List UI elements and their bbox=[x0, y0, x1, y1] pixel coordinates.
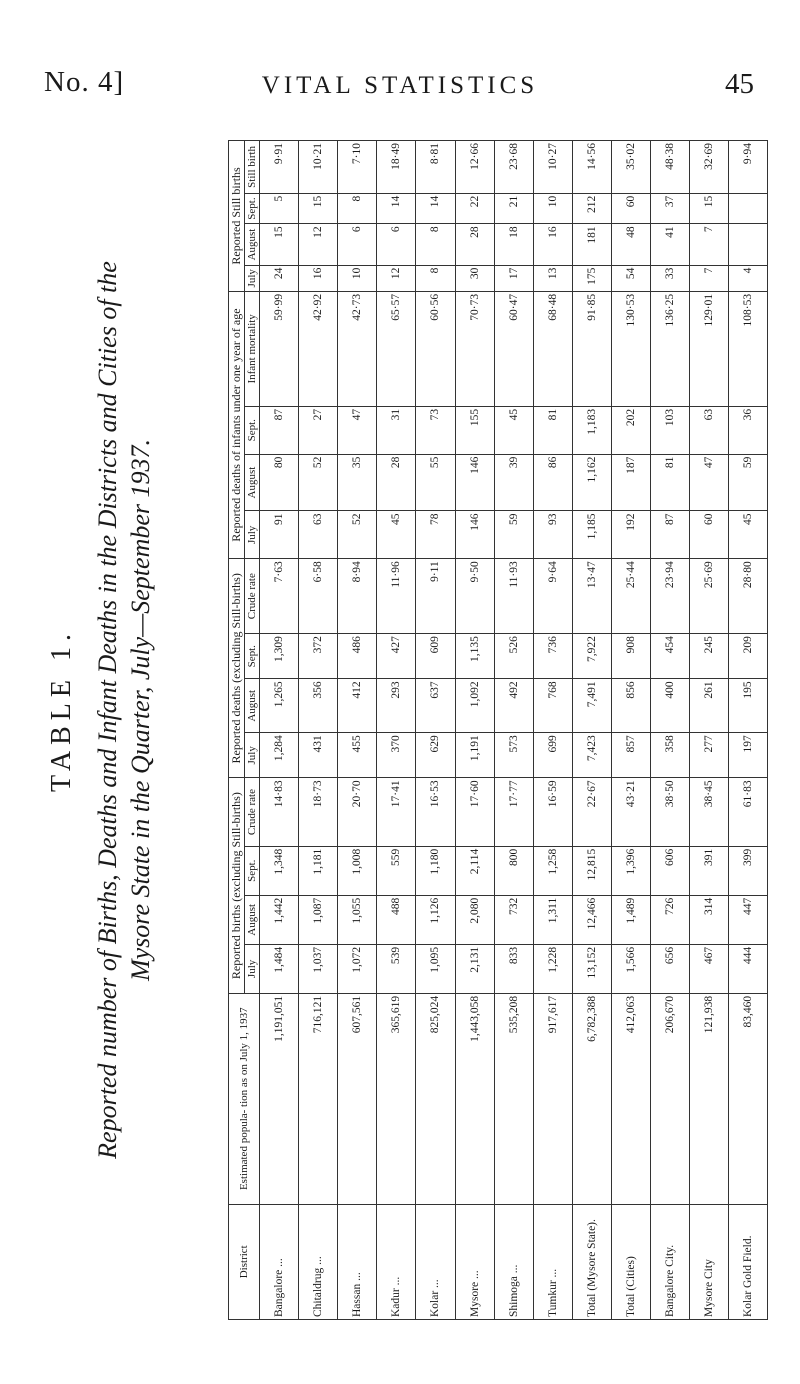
table-row bbox=[494, 141, 533, 1320]
cell-s-jul: 8 bbox=[416, 265, 455, 291]
header-deaths-crude-rate: Crude rate bbox=[245, 559, 260, 634]
cell-d-rate: 9·50 bbox=[455, 559, 494, 634]
cell-b-rate: 17·60 bbox=[455, 778, 494, 846]
cell-i-sep: 155 bbox=[455, 406, 494, 454]
district-cell: Tumkur ... bbox=[533, 1204, 572, 1319]
page-number: 45 bbox=[725, 68, 754, 100]
district-cell: Mysore ... bbox=[455, 1204, 494, 1319]
cell-b-jul: 13,152 bbox=[572, 944, 611, 993]
district-cell: Kolar ... bbox=[416, 1204, 455, 1319]
cell-d-aug: 1,265 bbox=[260, 679, 299, 733]
cell-b-jul: 539 bbox=[377, 944, 416, 993]
table-subtitle-line-2: Mysore State in the Quarter, July—September 1937. bbox=[125, 438, 155, 982]
cell-s-jul: 13 bbox=[533, 265, 572, 291]
cell-b-aug: 1,087 bbox=[299, 895, 338, 944]
district-cell: Hassan ... bbox=[338, 1204, 377, 1319]
cell-pop: 716,121 bbox=[299, 993, 338, 1204]
cell-b-jul: 1,484 bbox=[260, 944, 299, 993]
table-row bbox=[377, 141, 416, 1320]
cell-b-sep: 1,348 bbox=[260, 846, 299, 895]
cell-pop: 607,561 bbox=[338, 993, 377, 1204]
header-deaths-august: August bbox=[245, 679, 260, 733]
cell-s-sep: 60 bbox=[611, 193, 650, 224]
cell-b-rate: 18·73 bbox=[299, 778, 338, 846]
cell-d-sep: 736 bbox=[533, 634, 572, 679]
cell-s-aug: 7 bbox=[689, 224, 728, 265]
cell-d-sep: 526 bbox=[494, 634, 533, 679]
total-row bbox=[689, 141, 728, 1320]
cell-d-sep: 427 bbox=[377, 634, 416, 679]
cell-i-rate: 68·48 bbox=[533, 291, 572, 406]
total-row bbox=[572, 141, 611, 1320]
cell-s-rate: 12·66 bbox=[455, 141, 494, 194]
cell-s-sep: 14 bbox=[416, 193, 455, 224]
cell-d-jul: 455 bbox=[338, 733, 377, 778]
cell-i-rate: 60·56 bbox=[416, 291, 455, 406]
cell-pop: 206,670 bbox=[650, 993, 689, 1204]
cell-b-aug: 447 bbox=[728, 895, 767, 944]
table-body bbox=[260, 141, 768, 1320]
cell-d-aug: 7,491 bbox=[572, 679, 611, 733]
cell-i-sep: 45 bbox=[494, 406, 533, 454]
cell-b-jul: 656 bbox=[650, 944, 689, 993]
cell-i-sep: 31 bbox=[377, 406, 416, 454]
cell-s-jul: 30 bbox=[455, 265, 494, 291]
cell-d-aug: 356 bbox=[299, 679, 338, 733]
cell-i-sep: 47 bbox=[338, 406, 377, 454]
cell-pop: 825,024 bbox=[416, 993, 455, 1204]
cell-i-rate: 130·53 bbox=[611, 291, 650, 406]
cell-s-sep: 14 bbox=[377, 193, 416, 224]
cell-b-aug: 2,080 bbox=[455, 895, 494, 944]
cell-d-rate: 13·47 bbox=[572, 559, 611, 634]
cell-s-aug: 15 bbox=[260, 224, 299, 265]
header-births-august: August bbox=[245, 895, 260, 944]
cell-i-aug: 52 bbox=[299, 454, 338, 511]
cell-b-sep: 2,114 bbox=[455, 846, 494, 895]
cell-s-aug: 28 bbox=[455, 224, 494, 265]
cell-b-jul: 833 bbox=[494, 944, 533, 993]
cell-d-rate: 6·58 bbox=[299, 559, 338, 634]
cell-b-sep: 1,396 bbox=[611, 846, 650, 895]
cell-b-jul: 1,228 bbox=[533, 944, 572, 993]
table-label: TABLE 1. bbox=[46, 628, 77, 792]
district-cell: Shimoga ... bbox=[494, 1204, 533, 1319]
cell-d-aug: 293 bbox=[377, 679, 416, 733]
total-row bbox=[650, 141, 689, 1320]
cell-i-jul: 45 bbox=[728, 511, 767, 559]
cell-d-aug: 856 bbox=[611, 679, 650, 733]
cell-s-jul: 7 bbox=[689, 265, 728, 291]
cell-d-sep: 1,309 bbox=[260, 634, 299, 679]
cell-i-jul: 63 bbox=[299, 511, 338, 559]
header-deaths-group: Reported deaths (excluding Still-births) bbox=[229, 559, 245, 778]
cell-b-rate: 14·83 bbox=[260, 778, 299, 846]
cell-i-rate: 59·99 bbox=[260, 291, 299, 406]
header-row-groups bbox=[229, 141, 245, 1320]
cell-b-aug: 488 bbox=[377, 895, 416, 944]
cell-i-jul: 87 bbox=[650, 511, 689, 559]
cell-s-rate: 18·49 bbox=[377, 141, 416, 194]
cell-b-sep: 399 bbox=[728, 846, 767, 895]
cell-s-jul: 175 bbox=[572, 265, 611, 291]
table-container bbox=[228, 140, 768, 1320]
cell-d-aug: 637 bbox=[416, 679, 455, 733]
cell-d-jul: 629 bbox=[416, 733, 455, 778]
cell-d-jul: 431 bbox=[299, 733, 338, 778]
district-cell: Chitaldrug ... bbox=[299, 1204, 338, 1319]
cell-d-jul: 7,423 bbox=[572, 733, 611, 778]
cell-i-aug: 47 bbox=[689, 454, 728, 511]
cell-d-jul: 370 bbox=[377, 733, 416, 778]
header-still-group: Reported Still births bbox=[229, 141, 245, 292]
cell-i-sep: 27 bbox=[299, 406, 338, 454]
cell-b-sep: 559 bbox=[377, 846, 416, 895]
cell-i-rate: 60·47 bbox=[494, 291, 533, 406]
cell-s-jul: 4 bbox=[728, 265, 767, 291]
cell-b-sep: 12,815 bbox=[572, 846, 611, 895]
cell-i-rate: 70·73 bbox=[455, 291, 494, 406]
cell-d-jul: 699 bbox=[533, 733, 572, 778]
table-row bbox=[533, 141, 572, 1320]
cell-i-aug: 86 bbox=[533, 454, 572, 511]
cell-s-sep: 22 bbox=[455, 193, 494, 224]
cell-s-aug: 18 bbox=[494, 224, 533, 265]
cell-b-aug: 1,442 bbox=[260, 895, 299, 944]
table-row bbox=[416, 141, 455, 1320]
cell-s-aug: 48 bbox=[611, 224, 650, 265]
header-infant-mortality: Infant mortality bbox=[245, 291, 260, 406]
cell-s-rate: 10·27 bbox=[533, 141, 572, 194]
cell-s-rate: 8·81 bbox=[416, 141, 455, 194]
cell-s-rate: 32·69 bbox=[689, 141, 728, 194]
cell-b-rate: 38·45 bbox=[689, 778, 728, 846]
cell-b-aug: 726 bbox=[650, 895, 689, 944]
cell-d-sep: 454 bbox=[650, 634, 689, 679]
cell-s-jul: 12 bbox=[377, 265, 416, 291]
cell-s-rate: 9·91 bbox=[260, 141, 299, 194]
cell-i-sep: 202 bbox=[611, 406, 650, 454]
cell-s-sep: 15 bbox=[299, 193, 338, 224]
cell-d-rate: 23·94 bbox=[650, 559, 689, 634]
cell-b-sep: 1,181 bbox=[299, 846, 338, 895]
cell-b-jul: 1,095 bbox=[416, 944, 455, 993]
cell-s-jul: 33 bbox=[650, 265, 689, 291]
table-row bbox=[455, 141, 494, 1320]
header-births-crude-rate: Crude rate bbox=[245, 778, 260, 846]
cell-i-rate: 136·25 bbox=[650, 291, 689, 406]
header-still-july: July bbox=[245, 265, 260, 291]
cell-s-aug: 16 bbox=[533, 224, 572, 265]
cell-s-sep: 10 bbox=[533, 193, 572, 224]
cell-s-rate: 48·38 bbox=[650, 141, 689, 194]
cell-i-sep: 63 bbox=[689, 406, 728, 454]
cell-i-jul: 93 bbox=[533, 511, 572, 559]
header-infant-august: August bbox=[245, 454, 260, 511]
cell-d-rate: 11·96 bbox=[377, 559, 416, 634]
cell-s-sep: 8 bbox=[338, 193, 377, 224]
cell-b-sep: 1,180 bbox=[416, 846, 455, 895]
cell-s-jul: 24 bbox=[260, 265, 299, 291]
table-row bbox=[338, 141, 377, 1320]
cell-d-jul: 857 bbox=[611, 733, 650, 778]
cell-i-rate: 129·01 bbox=[689, 291, 728, 406]
header-deaths-july: July bbox=[245, 733, 260, 778]
cell-d-sep: 908 bbox=[611, 634, 650, 679]
cell-s-rate: 7·10 bbox=[338, 141, 377, 194]
cell-pop: 1,191,051 bbox=[260, 993, 299, 1204]
cell-i-sep: 36 bbox=[728, 406, 767, 454]
cell-d-sep: 209 bbox=[728, 634, 767, 679]
cell-s-sep bbox=[728, 193, 767, 224]
cell-b-jul: 1,072 bbox=[338, 944, 377, 993]
cell-s-rate: 35·02 bbox=[611, 141, 650, 194]
cell-i-rate: 42·73 bbox=[338, 291, 377, 406]
total-row bbox=[611, 141, 650, 1320]
cell-s-rate: 10·21 bbox=[299, 141, 338, 194]
vital-statistics-table bbox=[228, 140, 768, 1320]
cell-b-jul: 467 bbox=[689, 944, 728, 993]
header-still-birth-rate: Still birth bbox=[245, 141, 260, 194]
cell-pop: 1,443,058 bbox=[455, 993, 494, 1204]
cell-b-jul: 2,131 bbox=[455, 944, 494, 993]
cell-i-jul: 146 bbox=[455, 511, 494, 559]
cell-s-sep: 37 bbox=[650, 193, 689, 224]
cell-s-sep: 21 bbox=[494, 193, 533, 224]
table-row bbox=[260, 141, 299, 1320]
running-header bbox=[0, 0, 800, 110]
cell-d-aug: 400 bbox=[650, 679, 689, 733]
cell-d-rate: 9·11 bbox=[416, 559, 455, 634]
cell-i-aug: 187 bbox=[611, 454, 650, 511]
cell-s-aug: 41 bbox=[650, 224, 689, 265]
cell-s-rate: 14·56 bbox=[572, 141, 611, 194]
cell-i-jul: 59 bbox=[494, 511, 533, 559]
cell-d-jul: 197 bbox=[728, 733, 767, 778]
header-deaths-sept: Sept. bbox=[245, 634, 260, 679]
cell-b-aug: 1,055 bbox=[338, 895, 377, 944]
cell-i-jul: 192 bbox=[611, 511, 650, 559]
cell-b-rate: 17·77 bbox=[494, 778, 533, 846]
issue-number: No. 4] bbox=[44, 66, 125, 98]
cell-b-aug: 1,311 bbox=[533, 895, 572, 944]
district-cell: Total (Cities) bbox=[611, 1204, 650, 1319]
cell-b-rate: 61·83 bbox=[728, 778, 767, 846]
cell-b-rate: 16·53 bbox=[416, 778, 455, 846]
cell-s-aug: 6 bbox=[338, 224, 377, 265]
header-infant-group: Reported deaths of infants under one year of age bbox=[229, 291, 245, 558]
cell-b-jul: 444 bbox=[728, 944, 767, 993]
cell-s-aug: 181 bbox=[572, 224, 611, 265]
cell-b-jul: 1,566 bbox=[611, 944, 650, 993]
cell-d-sep: 1,135 bbox=[455, 634, 494, 679]
cell-i-aug: 55 bbox=[416, 454, 455, 511]
cell-i-jul: 60 bbox=[689, 511, 728, 559]
header-births-july: July bbox=[245, 944, 260, 993]
cell-i-rate: 65·57 bbox=[377, 291, 416, 406]
cell-s-aug: 6 bbox=[377, 224, 416, 265]
cell-i-aug: 28 bbox=[377, 454, 416, 511]
cell-pop: 412,063 bbox=[611, 993, 650, 1204]
cell-pop: 121,938 bbox=[689, 993, 728, 1204]
cell-b-sep: 606 bbox=[650, 846, 689, 895]
cell-d-jul: 277 bbox=[689, 733, 728, 778]
cell-s-sep: 5 bbox=[260, 193, 299, 224]
cell-i-jul: 91 bbox=[260, 511, 299, 559]
cell-d-aug: 195 bbox=[728, 679, 767, 733]
table-subtitle-line-1: Reported number of Births, Deaths and Infant Deaths in the Districts and Cities of the bbox=[93, 261, 122, 1159]
cell-b-rate: 43·21 bbox=[611, 778, 650, 846]
cell-b-rate: 38·50 bbox=[650, 778, 689, 846]
cell-pop: 83,460 bbox=[728, 993, 767, 1204]
cell-i-sep: 103 bbox=[650, 406, 689, 454]
cell-i-jul: 52 bbox=[338, 511, 377, 559]
header-population: Estimated popula- tion as on July 1, 1937 bbox=[229, 993, 260, 1204]
cell-b-sep: 391 bbox=[689, 846, 728, 895]
header-district: District bbox=[229, 1204, 260, 1319]
cell-s-jul: 10 bbox=[338, 265, 377, 291]
cell-d-jul: 1,191 bbox=[455, 733, 494, 778]
cell-d-rate: 28·80 bbox=[728, 559, 767, 634]
district-cell: Mysore City bbox=[689, 1204, 728, 1319]
district-cell: Bangalore ... bbox=[260, 1204, 299, 1319]
cell-d-sep: 486 bbox=[338, 634, 377, 679]
cell-b-aug: 1,489 bbox=[611, 895, 650, 944]
cell-i-sep: 1,183 bbox=[572, 406, 611, 454]
cell-s-jul: 16 bbox=[299, 265, 338, 291]
cell-b-sep: 800 bbox=[494, 846, 533, 895]
cell-d-sep: 609 bbox=[416, 634, 455, 679]
cell-s-aug: 12 bbox=[299, 224, 338, 265]
cell-b-aug: 732 bbox=[494, 895, 533, 944]
cell-d-aug: 261 bbox=[689, 679, 728, 733]
title-block bbox=[28, 150, 218, 1270]
header-births-sept: Sept. bbox=[245, 846, 260, 895]
header-births-group: Reported births (excluding Still-births) bbox=[229, 778, 245, 993]
cell-s-rate: 23·68 bbox=[494, 141, 533, 194]
cell-i-jul: 45 bbox=[377, 511, 416, 559]
cell-i-rate: 42·92 bbox=[299, 291, 338, 406]
header-still-august: August bbox=[245, 224, 260, 265]
cell-d-sep: 372 bbox=[299, 634, 338, 679]
cell-b-rate: 16·59 bbox=[533, 778, 572, 846]
cell-i-rate: 108·53 bbox=[728, 291, 767, 406]
header-infant-july: July bbox=[245, 511, 260, 559]
cell-i-aug: 81 bbox=[650, 454, 689, 511]
cell-s-sep: 15 bbox=[689, 193, 728, 224]
cell-i-aug: 80 bbox=[260, 454, 299, 511]
cell-i-aug: 35 bbox=[338, 454, 377, 511]
cell-i-jul: 1,185 bbox=[572, 511, 611, 559]
cell-d-rate: 7·63 bbox=[260, 559, 299, 634]
cell-pop: 6,782,388 bbox=[572, 993, 611, 1204]
cell-b-rate: 20·70 bbox=[338, 778, 377, 846]
cell-i-sep: 73 bbox=[416, 406, 455, 454]
cell-d-sep: 7,922 bbox=[572, 634, 611, 679]
district-cell: Bangalore City. bbox=[650, 1204, 689, 1319]
cell-s-jul: 17 bbox=[494, 265, 533, 291]
cell-s-jul: 54 bbox=[611, 265, 650, 291]
cell-b-aug: 1,126 bbox=[416, 895, 455, 944]
table-subtitle bbox=[92, 150, 157, 1270]
district-cell: Total (Mysore State). bbox=[572, 1204, 611, 1319]
cell-pop: 917,617 bbox=[533, 993, 572, 1204]
cell-i-aug: 59 bbox=[728, 454, 767, 511]
header-infant-sept: Sept. bbox=[245, 406, 260, 454]
header-still-sept: Sept. bbox=[245, 193, 260, 224]
cell-i-aug: 39 bbox=[494, 454, 533, 511]
cell-i-sep: 81 bbox=[533, 406, 572, 454]
cell-b-aug: 12,466 bbox=[572, 895, 611, 944]
total-row bbox=[728, 141, 767, 1320]
cell-d-aug: 1,092 bbox=[455, 679, 494, 733]
cell-d-rate: 25·44 bbox=[611, 559, 650, 634]
cell-pop: 365,619 bbox=[377, 993, 416, 1204]
table-row bbox=[299, 141, 338, 1320]
running-title: VITAL STATISTICS bbox=[261, 72, 539, 99]
cell-s-rate: 9·94 bbox=[728, 141, 767, 194]
cell-d-aug: 768 bbox=[533, 679, 572, 733]
cell-b-aug: 314 bbox=[689, 895, 728, 944]
cell-s-sep: 212 bbox=[572, 193, 611, 224]
cell-b-rate: 17·41 bbox=[377, 778, 416, 846]
cell-b-rate: 22·67 bbox=[572, 778, 611, 846]
cell-pop: 535,208 bbox=[494, 993, 533, 1204]
cell-i-sep: 87 bbox=[260, 406, 299, 454]
cell-i-jul: 78 bbox=[416, 511, 455, 559]
cell-b-sep: 1,258 bbox=[533, 846, 572, 895]
cell-d-aug: 492 bbox=[494, 679, 533, 733]
cell-s-aug: 8 bbox=[416, 224, 455, 265]
cell-i-aug: 1,162 bbox=[572, 454, 611, 511]
district-cell: Kolar Gold Field. bbox=[728, 1204, 767, 1319]
cell-d-jul: 1,284 bbox=[260, 733, 299, 778]
cell-d-aug: 412 bbox=[338, 679, 377, 733]
cell-d-rate: 25·69 bbox=[689, 559, 728, 634]
cell-s-aug bbox=[728, 224, 767, 265]
cell-d-rate: 11·93 bbox=[494, 559, 533, 634]
cell-d-sep: 245 bbox=[689, 634, 728, 679]
district-cell: Kadur ... bbox=[377, 1204, 416, 1319]
cell-d-jul: 573 bbox=[494, 733, 533, 778]
cell-b-jul: 1,037 bbox=[299, 944, 338, 993]
cell-d-rate: 8·94 bbox=[338, 559, 377, 634]
cell-i-aug: 146 bbox=[455, 454, 494, 511]
cell-d-jul: 358 bbox=[650, 733, 689, 778]
cell-b-sep: 1,008 bbox=[338, 846, 377, 895]
cell-i-rate: 91·85 bbox=[572, 291, 611, 406]
cell-d-rate: 9·64 bbox=[533, 559, 572, 634]
